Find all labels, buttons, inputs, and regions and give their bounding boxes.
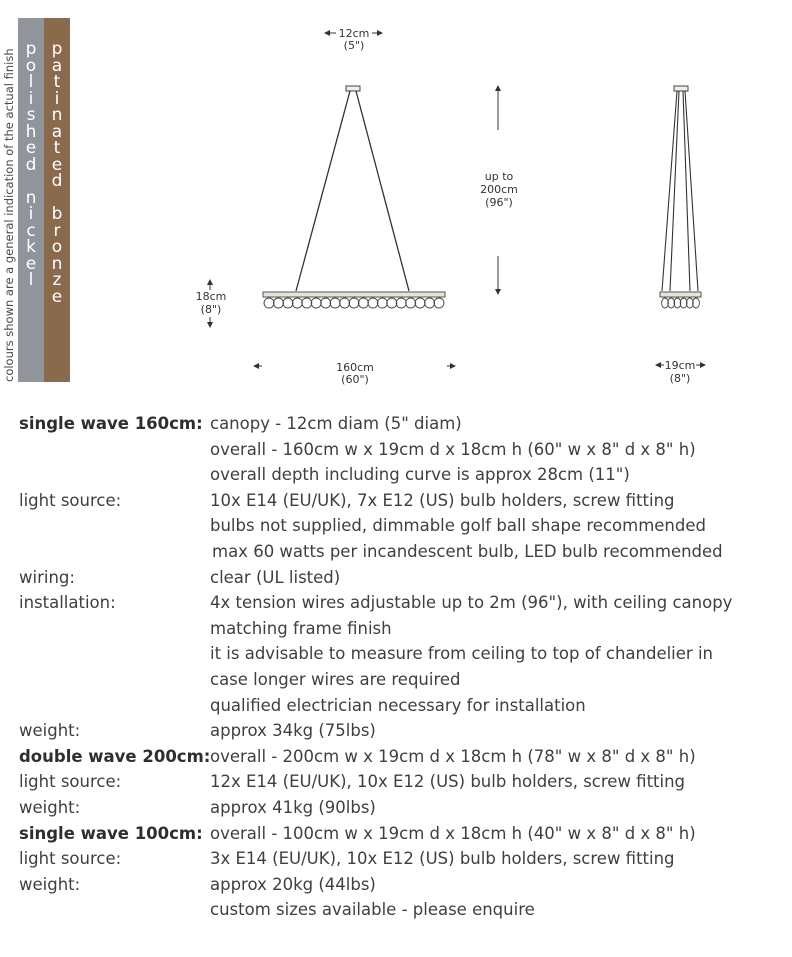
spec-label: [19, 693, 210, 719]
swatch-letter: s: [26, 105, 36, 125]
swatch-letter: b: [51, 204, 63, 224]
bulb-loop: [340, 298, 350, 308]
spec-label: [19, 539, 210, 565]
bulb-loop: [425, 298, 435, 308]
dimension-drawing: [0, 0, 792, 400]
spec-value: canopy - 12cm diam (5" diam): [210, 414, 462, 433]
swatch-letter: e: [51, 286, 63, 307]
swatch-letter: p: [51, 39, 63, 59]
spec-label: double wave 200cm:: [19, 746, 211, 766]
bulb-loop: [349, 298, 359, 308]
spec-label: single wave 160cm:: [19, 414, 203, 433]
length-inch-label: (60"): [341, 373, 369, 386]
spec-value: 12x E14 (EU/UK), 10x E12 (US) bulb holders, screw fitting: [210, 772, 686, 792]
bulb-loop: [368, 298, 378, 308]
length-dimension: [254, 361, 455, 386]
spec-label: light source:: [19, 772, 122, 792]
bulb-loop: [321, 298, 331, 308]
length-label: 160cm: [336, 361, 374, 374]
spec-label: weight:: [19, 721, 81, 741]
spec-label: [19, 513, 210, 539]
swatch-letter: a: [51, 121, 63, 142]
bulb-loop: [302, 298, 312, 308]
finish-disclaimer: colours shown are a general indication of the actual finish: [2, 48, 16, 382]
swatch-letter: r: [53, 220, 61, 241]
spec-label: single wave 100cm:: [19, 823, 203, 843]
height-inch-label: (8"): [200, 303, 222, 316]
swatch-letter: t: [53, 72, 61, 92]
spec-row: [19, 769, 779, 795]
spec-row: [19, 462, 779, 488]
swatch-letter: o: [51, 237, 63, 257]
swatch-letter: t: [53, 138, 61, 158]
bulb-loop: [264, 298, 274, 308]
spec-value: it is advisable to measure from ceiling to top of chandelier in: [210, 644, 713, 664]
spec-value: approx 41kg (90lbs): [210, 797, 376, 817]
side-view-chandelier: [660, 86, 701, 308]
spec-value: overall - 200cm w x 19cm d x 18cm h (78" w x 8" d x 8" h): [210, 746, 696, 766]
spec-label: light source:: [19, 849, 122, 869]
spec-label: wiring:: [19, 567, 75, 587]
spec-row: [19, 718, 779, 744]
bulb-loop: [273, 298, 283, 308]
bulb-loop: [434, 298, 444, 308]
spec-value: overall - 160cm w x 19cm d x 18cm h (60" w x 8" d x 8" h): [210, 439, 696, 459]
spec-value: bulbs not supplied, dimmable golf ball shape recommended: [210, 516, 706, 536]
spec-value: matching frame finish: [210, 618, 392, 638]
spec-value: 3x E14 (EU/UK), 10x E12 (US) bulb holders, screw fitting: [210, 849, 675, 869]
spec-row: [19, 693, 779, 719]
spec-value: overall depth including curve is approx 28cm (11"): [210, 465, 630, 485]
depth-inch-label: (8"): [669, 372, 691, 385]
spec-value: overall - 100cm w x 19cm d x 18cm h (40" w x 8" d x 8" h): [210, 823, 696, 843]
spec-row: [19, 872, 779, 898]
swatch-letter: c: [26, 220, 36, 241]
spec-row: [19, 437, 779, 463]
bulb-loop: [415, 298, 425, 308]
spec-label: [19, 667, 210, 693]
swatch-letter: e: [25, 138, 37, 158]
spec-label: [19, 437, 210, 463]
height-dimension: [196, 280, 227, 327]
spec-label: weight:: [19, 874, 81, 894]
spec-row: [19, 411, 779, 437]
swatch-letter: n: [25, 187, 37, 208]
spec-label: [19, 462, 210, 488]
bulb-loop: [330, 298, 340, 308]
spec-row: [19, 744, 779, 770]
spec-value: custom sizes available - please enquire: [210, 900, 535, 920]
spec-label: [19, 897, 210, 923]
spec-row: [19, 667, 779, 693]
bulb-loop: [311, 298, 321, 308]
bulb-loop: [283, 298, 293, 308]
spec-value: qualified electrician necessary for installation: [210, 695, 586, 715]
spec-row: [19, 488, 779, 514]
swatch-letter: k: [26, 237, 36, 257]
bulb-loop: [387, 298, 397, 308]
swatch-letter: n: [51, 253, 63, 274]
swatch-letter: d: [51, 171, 63, 191]
swatch-letter: l: [28, 72, 34, 92]
spec-label: [19, 641, 210, 667]
swatch-letter: h: [25, 121, 37, 142]
spec-label: installation:: [19, 593, 116, 613]
spec-row: [19, 539, 779, 565]
spec-row: [19, 565, 779, 591]
swatch-letter: o: [25, 55, 37, 76]
canopy-width-label: 12cm: [338, 27, 370, 40]
swatch-letter: i: [28, 204, 34, 224]
swatch-letter: i: [54, 88, 60, 109]
spec-label: light source:: [19, 490, 122, 510]
spec-table: [19, 411, 779, 923]
spec-row: [19, 897, 779, 923]
canopy-width-inch-label: (5"): [343, 39, 365, 52]
spec-row: [19, 821, 779, 847]
bulb-loop: [406, 298, 416, 308]
spec-value: 10x E14 (EU/UK), 7x E12 (US) bulb holders, screw fitting: [210, 490, 675, 510]
spec-label: weight:: [19, 797, 81, 817]
bulb-loop: [358, 298, 368, 308]
spec-value: clear (UL listed): [210, 567, 341, 587]
canopy-width-dimension: [325, 27, 382, 52]
bulb-loop: [292, 298, 302, 308]
spec-value: approx 20kg (44lbs): [210, 874, 376, 894]
spec-value: case longer wires are required: [210, 669, 461, 689]
spec-row: [19, 641, 779, 667]
front-view-chandelier: [263, 86, 445, 308]
swatch-letter: p: [25, 39, 37, 59]
swatch-letter: i: [28, 88, 34, 109]
spec-label: [19, 616, 210, 642]
drop-label-1: up to: [484, 170, 514, 183]
swatch-letter: e: [51, 154, 63, 175]
spec-row: [19, 616, 779, 642]
spec-row: [19, 795, 779, 821]
bulb-loop: [377, 298, 387, 308]
swatch-letter: d: [25, 154, 37, 175]
drop-dimension: [480, 86, 518, 294]
spec-row: [19, 846, 779, 872]
drop-label-2: 200cm: [480, 183, 518, 196]
spec-row: [19, 590, 779, 616]
spec-row: [19, 513, 779, 539]
depth-dimension: [656, 359, 705, 385]
swatch-letter: e: [25, 253, 37, 274]
spec-value: approx 34kg (75lbs): [210, 721, 376, 741]
drop-label-3: (96"): [485, 196, 513, 209]
height-label: 18cm: [195, 290, 227, 303]
spec-value: 4x tension wires adjustable up to 2m (96"), with ceiling canopy: [210, 593, 733, 613]
spec-value: max 60 watts per incandescent bulb, LED bulb recommended: [212, 541, 723, 561]
swatch-letter: z: [52, 270, 62, 290]
bulb-loop: [396, 298, 406, 308]
swatch-letter: a: [51, 55, 63, 76]
depth-label: 19cm: [664, 359, 696, 372]
swatch-letter: l: [28, 270, 34, 290]
swatch-letter: n: [51, 105, 63, 125]
